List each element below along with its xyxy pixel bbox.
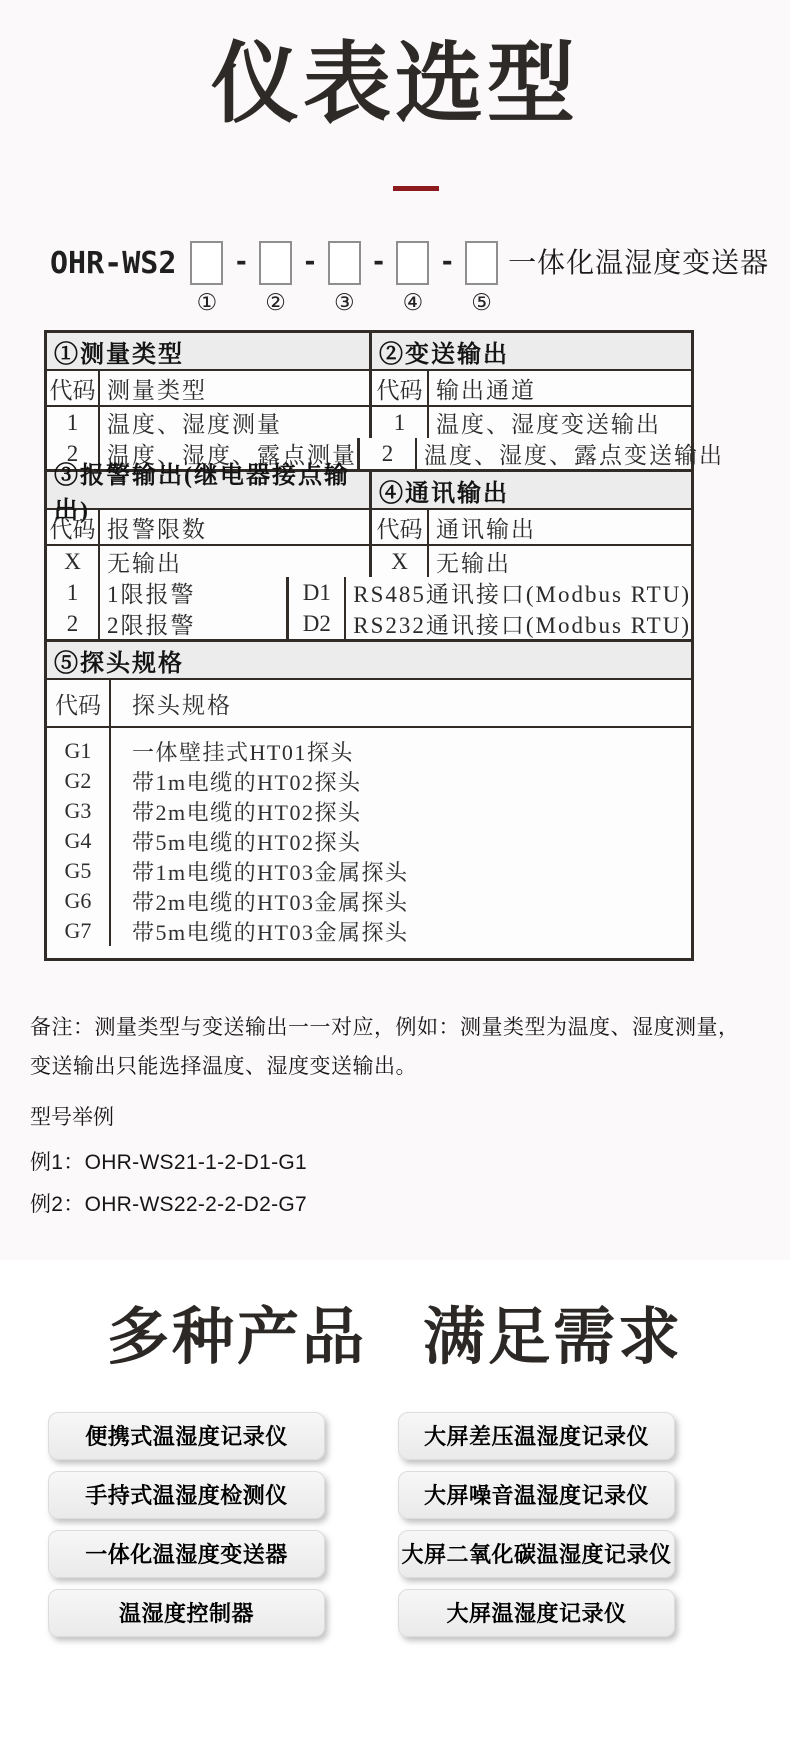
model-dash: - bbox=[439, 247, 456, 278]
code-cell: 2 bbox=[360, 438, 417, 469]
table-row bbox=[47, 608, 691, 639]
model-dash: - bbox=[233, 247, 250, 278]
desc-cell: 带2m电缆的HT02探头 bbox=[132, 799, 362, 825]
section-header-alarm-output: ③报警输出(继电器接点输出) bbox=[54, 463, 350, 525]
notes-block bbox=[30, 1009, 758, 1218]
desc-header-cell: 报警限数 bbox=[107, 516, 207, 542]
model-position-label: ④ bbox=[402, 290, 424, 316]
example-line: 例1：OHR-WS21-1-2-D1-G1 bbox=[30, 1151, 308, 1175]
product-button-label: 便携式温湿度记录仪 bbox=[85, 1424, 288, 1450]
example-line: 例2：OHR-WS22-2-2-D2-G7 bbox=[30, 1193, 308, 1217]
table-section-header-row bbox=[47, 463, 691, 525]
code-cell: G3 bbox=[64, 798, 92, 824]
products-heading-right: 满足需求 bbox=[423, 1303, 684, 1373]
model-slot-box bbox=[259, 241, 292, 285]
table-row bbox=[47, 546, 691, 577]
code-cell: 1 bbox=[372, 407, 429, 438]
products-heading-left: 多种产品 bbox=[106, 1303, 367, 1373]
desc-cell: 温度、湿度变送输出 bbox=[436, 412, 661, 438]
desc-cell: 带5m电缆的HT02探头 bbox=[132, 829, 362, 855]
section-header-transmit-output: ②变送输出 bbox=[369, 333, 691, 369]
model-slot-2 bbox=[259, 241, 292, 316]
probe-code-column bbox=[47, 728, 111, 946]
table-row bbox=[47, 577, 691, 608]
code-cell: 1 bbox=[47, 577, 100, 608]
section-header-measure-type: ①测量类型 bbox=[54, 341, 184, 368]
product-button-label: 一体化温湿度变送器 bbox=[85, 1542, 288, 1568]
desc-cell: 带1m电缆的HT03金属探头 bbox=[132, 859, 409, 885]
product-button-noise-recorder[interactable] bbox=[398, 1471, 675, 1519]
desc-cell: 温度、湿度、露点测量 bbox=[107, 443, 357, 469]
code-cell: D2 bbox=[289, 608, 346, 639]
desc-cell: 带1m电缆的HT02探头 bbox=[132, 769, 362, 795]
model-position-label: ⑤ bbox=[471, 290, 492, 316]
desc-header-cell: 测量类型 bbox=[107, 377, 207, 403]
table-subheader-row bbox=[47, 371, 691, 407]
desc-header-cell: 输出通道 bbox=[436, 377, 536, 403]
code-header-cell: 代码 bbox=[372, 371, 429, 405]
accent-divider bbox=[393, 186, 439, 191]
table-section-header-row bbox=[47, 333, 691, 371]
product-button-portable-recorder[interactable] bbox=[48, 1412, 325, 1460]
model-slot-5 bbox=[465, 241, 498, 316]
table-section-header-row bbox=[47, 639, 691, 680]
code-cell: 1 bbox=[47, 407, 100, 438]
code-header-cell: 代码 bbox=[47, 510, 100, 544]
products-heading bbox=[0, 1260, 790, 1373]
table-subheader-row bbox=[47, 680, 691, 728]
products-section bbox=[0, 1260, 790, 1746]
model-suffix: 一体化温湿度变送器 bbox=[508, 248, 770, 280]
desc-header-cell: 探头规格 bbox=[132, 692, 232, 718]
product-button-label: 大屏温湿度记录仪 bbox=[446, 1601, 627, 1627]
probe-desc-column bbox=[111, 728, 691, 946]
code-header-cell: 代码 bbox=[47, 371, 100, 405]
product-button-bigscreen-recorder[interactable] bbox=[398, 1589, 675, 1637]
desc-cell: 2限报警 bbox=[107, 613, 196, 639]
code-cell: G1 bbox=[64, 738, 92, 764]
model-slot-4 bbox=[396, 241, 429, 316]
desc-cell: RS232通讯接口(Modbus RTU) bbox=[353, 613, 691, 639]
model-position-label: ② bbox=[265, 290, 286, 316]
model-slot-box bbox=[328, 241, 361, 285]
code-cell: 2 bbox=[47, 608, 100, 639]
probe-spec-rows bbox=[47, 728, 691, 958]
model-prefix: OHR-WS2 bbox=[50, 246, 177, 282]
model-code-line bbox=[50, 241, 790, 316]
model-dash: - bbox=[302, 247, 318, 278]
code-cell: G2 bbox=[64, 768, 92, 794]
model-slot-3 bbox=[328, 241, 361, 316]
product-button-label: 大屏差压温湿度记录仪 bbox=[423, 1424, 649, 1450]
model-slot-box bbox=[190, 241, 223, 285]
product-button-label: 手持式温湿度检测仪 bbox=[85, 1483, 288, 1509]
code-cell: D1 bbox=[289, 577, 346, 608]
table-row bbox=[47, 407, 691, 438]
code-cell: X bbox=[372, 546, 429, 577]
product-button-controller[interactable] bbox=[48, 1589, 325, 1637]
page-title: 仪表选型 bbox=[210, 34, 579, 133]
desc-cell: 一体壁挂式HT01探头 bbox=[132, 739, 354, 765]
desc-cell: 温度、湿度测量 bbox=[107, 412, 282, 438]
model-position-label: ③ bbox=[333, 290, 355, 316]
table-subheader-row bbox=[47, 510, 691, 546]
model-position-label: ① bbox=[196, 290, 218, 316]
product-button-label: 大屏噪音温湿度记录仪 bbox=[423, 1483, 649, 1509]
code-cell: G7 bbox=[64, 918, 92, 944]
desc-cell: 带2m电缆的HT03金属探头 bbox=[132, 889, 409, 915]
model-slot-box bbox=[396, 241, 429, 285]
desc-cell: 温度、湿度、露点变送输出 bbox=[424, 443, 724, 469]
section-header-comm-output: ④通讯输出 bbox=[369, 472, 691, 508]
code-header-cell: 代码 bbox=[47, 680, 111, 726]
notes-remark: 备注：测量类型与变送输出一一对应，例如：测量类型为温度、湿度测量，变送输出只能选择温度、湿度变送输出。 bbox=[30, 1016, 740, 1078]
desc-cell: 无输出 bbox=[436, 551, 511, 577]
model-slot-box bbox=[465, 241, 498, 285]
code-cell: G5 bbox=[64, 858, 92, 884]
code-cell: 2 bbox=[47, 438, 100, 469]
product-button-handheld-detector[interactable] bbox=[48, 1471, 325, 1519]
code-cell: X bbox=[47, 546, 100, 577]
product-button-integrated-transmitter[interactable] bbox=[48, 1530, 325, 1578]
product-button-label: 大屏二氧化碳温湿度记录仪 bbox=[401, 1542, 672, 1568]
product-button-label: 温湿度控制器 bbox=[118, 1601, 254, 1627]
product-button-co2-recorder[interactable] bbox=[398, 1530, 675, 1578]
model-slot-1 bbox=[190, 241, 223, 316]
desc-cell: RS485通讯接口(Modbus RTU) bbox=[353, 582, 691, 608]
desc-cell: 1限报警 bbox=[107, 582, 196, 608]
examples-title: 型号举例 bbox=[30, 1105, 114, 1129]
section-header-probe-spec: ⑤探头规格 bbox=[54, 650, 184, 677]
product-button-grid bbox=[48, 1412, 790, 1637]
desc-cell: 无输出 bbox=[107, 551, 182, 577]
code-header-cell: 代码 bbox=[372, 510, 429, 544]
code-cell: G4 bbox=[64, 828, 92, 854]
code-cell: G6 bbox=[64, 888, 92, 914]
desc-cell: 带5m电缆的HT03金属探头 bbox=[132, 919, 409, 945]
product-button-diffpressure-recorder[interactable] bbox=[398, 1412, 675, 1460]
desc-header-cell: 通讯输出 bbox=[436, 516, 536, 542]
selection-table bbox=[44, 330, 724, 961]
model-dash: - bbox=[370, 247, 387, 278]
